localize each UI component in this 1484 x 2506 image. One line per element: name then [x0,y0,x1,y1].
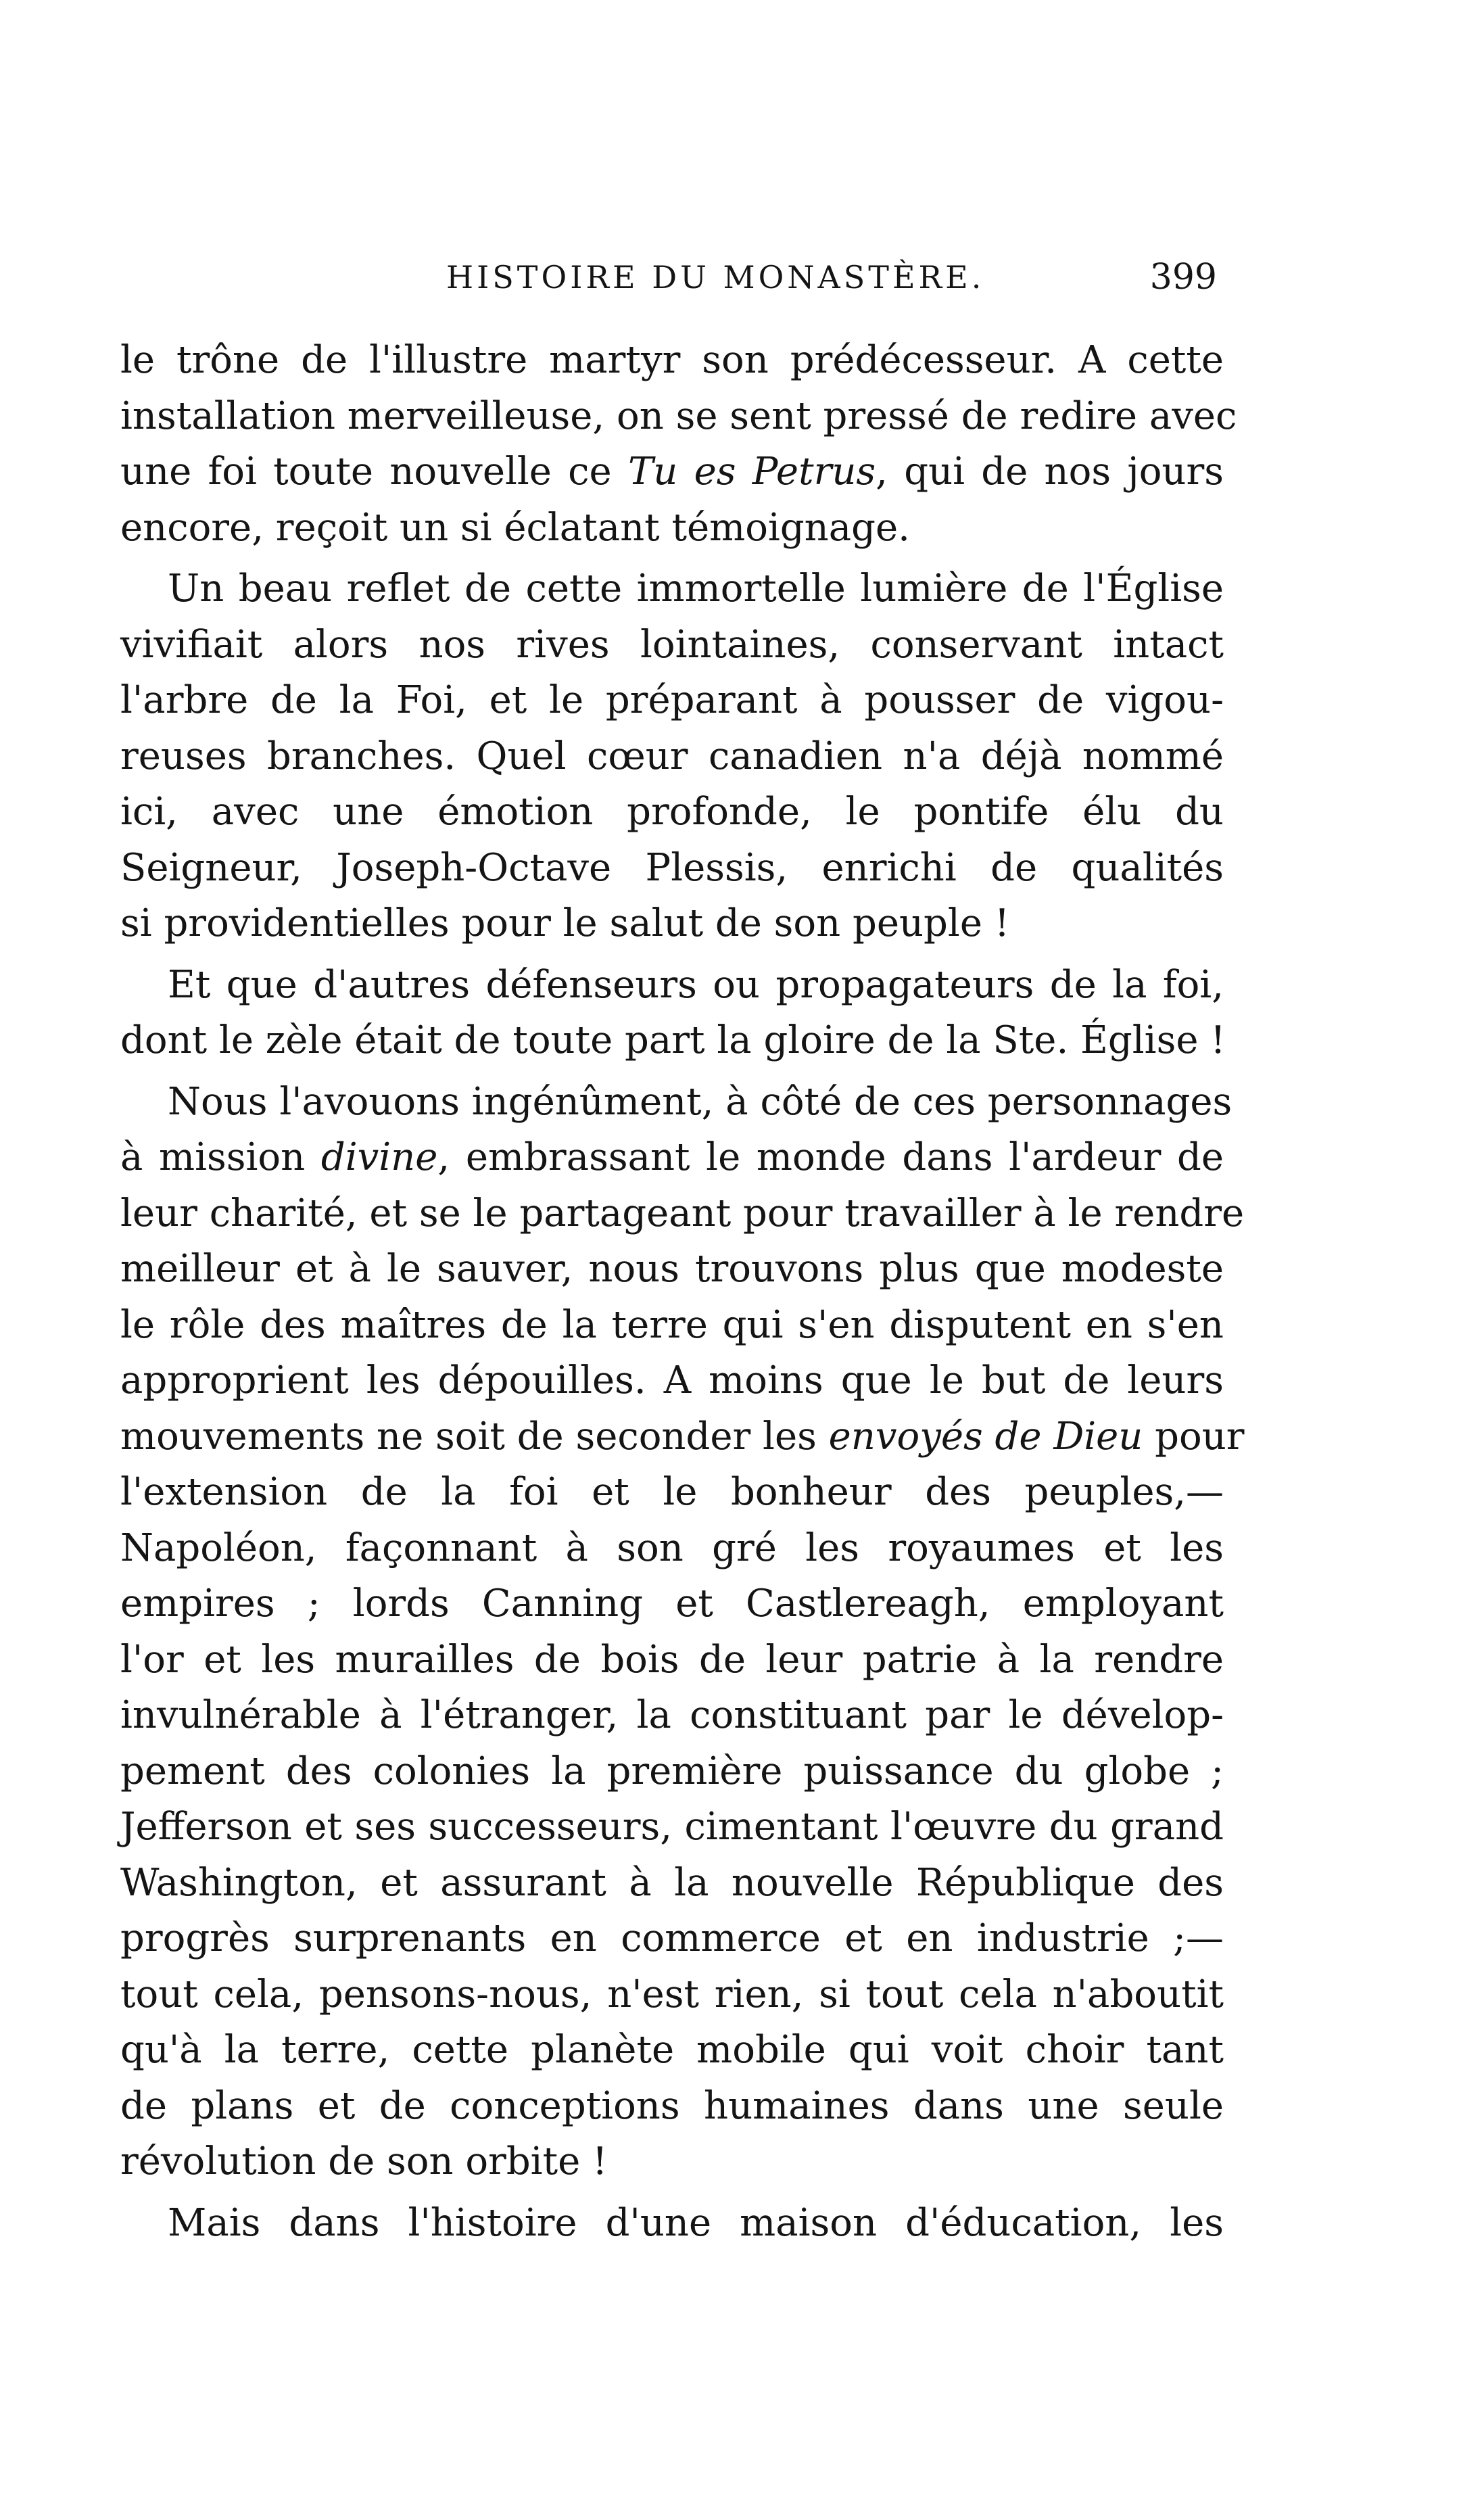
text-line: empires ; lords Canning et Castlereagh, employant [120,1582,1224,1626]
italic-text: envoyés de Dieu [828,1414,1143,1459]
text-line: l'or et les murailles de bois de leur patrie à la rendre [120,1637,1224,1682]
text-run: , qui de nos jours [876,450,1224,494]
text-run: une foi toute nouvelle ce [120,450,628,494]
text-run: mouvements ne soit de seconder les [120,1414,829,1459]
text-line: reuses branches. Quel cœur canadien n'a déjà nommé [120,734,1224,778]
page-number: 399 [1149,257,1217,298]
paragraph [120,2196,1224,2252]
text-line: Un beau reflet de cette immortelle lumière de l'Église [168,567,1224,611]
text-line: qu'à la terre, cette planète mobile qui voit choir tant [120,2028,1224,2072]
text-line: si providentielles pour le salut de son peuple ! [120,901,1010,945]
text-line: invulnérable à l'étranger, la constituant par le dévelop- [120,1693,1224,1737]
text-line: le trône de l'illustre martyr son prédécesseur. A cette [120,338,1224,382]
text-line: le rôle des maîtres de la terre qui s'en disputent en s'en [120,1302,1224,1347]
italic-text: Tu es Petrus [627,450,876,494]
text-line: Seigneur, Joseph-Octave Plessis, enrichi de qualités [120,845,1224,890]
text-line: Jefferson et ses successeurs, cimentant l'œuvre du grand [120,1805,1224,1849]
text-line [120,1130,1224,1186]
text-line: tout cela, pensons-nous, n'est rien, si tout cela n'aboutit [120,1972,1224,2016]
text-line: l'extension de la foi et le bonheur des peuples,— [120,1470,1224,1514]
text-line: meilleur et à le sauver, nous trouvons plus que modeste [120,1247,1224,1291]
text-line: révolution de son orbite ! [120,2139,608,2183]
text-line: dont le zèle était de toute part la gloire de la Ste. Église ! [120,1018,1226,1062]
paragraph [120,1074,1245,2190]
text-line: Et que d'autres défenseurs ou propagateurs de la foi, [168,962,1224,1007]
running-title: HISTOIRE DU MONASTÈRE. [446,259,985,295]
text-line: Washington, et assurant à la nouvelle République des [120,1860,1224,1905]
text-line: vivifiait alors nos rives lointaines, conservant intact [120,622,1224,667]
text-line: leur charité, et se le partageant pour travailler à le rendre [120,1191,1245,1235]
body-text [120,333,1245,2256]
text-line: Mais dans l'histoire d'une maison d'éducation, les [168,2200,1224,2245]
page-header [122,250,1217,304]
text-line: encore, reçoit un si éclatant témoignage. [120,505,910,550]
text-line: Napoléon, façonnant à son gré les royaumes et les [120,1526,1224,1570]
text-line [120,444,1224,500]
text-line: ici, avec une émotion profonde, le pontife élu du [120,790,1224,834]
text-run: pour [1143,1414,1245,1459]
paragraph [120,561,1224,952]
paragraph [120,333,1237,556]
text-line: approprient les dépouilles. A moins que le but de leurs [120,1358,1224,1402]
text-line: Nous l'avouons ingénûment, à côté de ces personnages [168,1079,1232,1124]
text-run: à mission [120,1135,321,1179]
text-line: installation merveilleuse, on se sent pressé de redire avec [120,394,1237,438]
text-line: de plans et de conceptions humaines dans une seule [120,2083,1224,2128]
text-line [120,1409,1245,1465]
paragraph [120,958,1224,1069]
text-line: l'arbre de la Foi, et le préparant à pousser de vigou- [120,678,1224,722]
italic-text: divine [320,1135,438,1179]
text-line: pement des colonies la première puissance du globe ; [120,1749,1224,1793]
text-line: progrès surprenants en commerce et en industrie ;— [120,1916,1224,1960]
text-run: , embrassant le monde dans l'ardeur de [437,1135,1224,1179]
